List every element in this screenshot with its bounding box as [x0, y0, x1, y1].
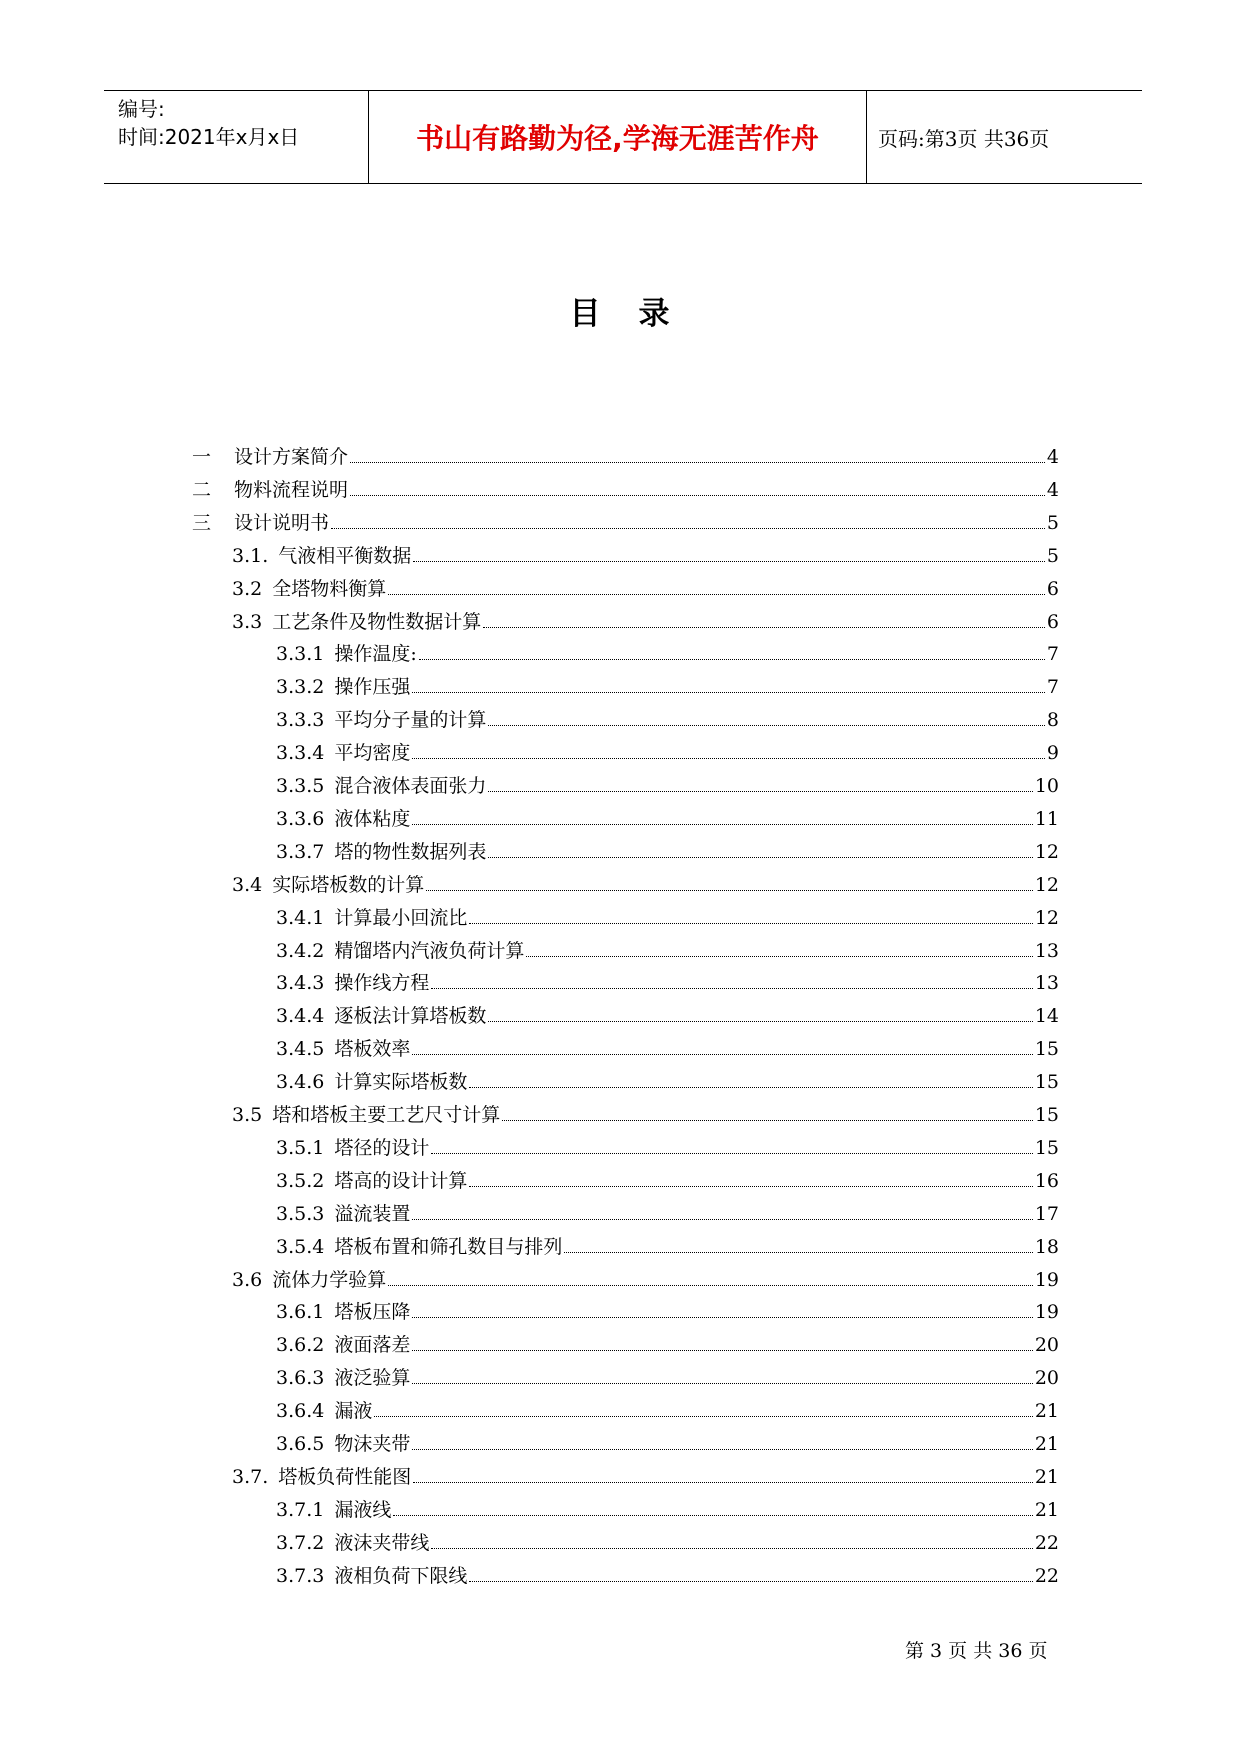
toc-dot-leader	[388, 1285, 1033, 1286]
toc-entry-number: 3.7.	[232, 1465, 269, 1488]
toc-dot-leader	[412, 824, 1032, 825]
toc-entry-title: 液体粘度	[334, 807, 411, 830]
toc-entry-number: 三	[192, 511, 212, 534]
toc-entry-page: 8	[1046, 709, 1059, 732]
toc-entry-title: 操作线方程	[334, 972, 430, 995]
toc-dot-leader	[431, 1548, 1032, 1549]
toc-entry-title: 液相负荷下限线	[334, 1564, 468, 1587]
toc-entry-page: 15	[1034, 1071, 1059, 1094]
toc-entry-page: 17	[1034, 1202, 1059, 1225]
toc-entry[interactable]	[276, 837, 1059, 863]
toc-entry-page: 13	[1034, 939, 1059, 962]
toc-entry-page: 14	[1034, 1005, 1059, 1028]
toc-entry-page: 12	[1034, 840, 1059, 863]
toc-dot-leader	[488, 725, 1045, 726]
toc-entry-number: 3.5.2	[276, 1169, 325, 1192]
toc-entry-number: 3.6.1	[276, 1301, 325, 1324]
toc-entry[interactable]	[276, 1232, 1059, 1258]
toc-entry-title: 平均密度	[334, 742, 411, 765]
toc-entry-title: 液泛验算	[334, 1367, 411, 1390]
toc-dot-leader	[564, 1252, 1032, 1253]
toc-entry-title: 混合液体表面张力	[334, 775, 487, 797]
toc-entry-title: 塔板布置和筛孔数目与排列	[334, 1235, 563, 1258]
toc-entry-page: 16	[1034, 1169, 1059, 1192]
toc-entry[interactable]	[276, 1429, 1059, 1455]
toc-entry-number: 一	[192, 446, 212, 468]
toc-entry[interactable]	[276, 672, 1059, 698]
toc-entry-title: 精馏塔内汽液负荷计算	[334, 939, 525, 962]
toc-entry[interactable]	[232, 1462, 1059, 1488]
toc-dot-leader	[431, 988, 1032, 989]
toc-entry-title: 塔和塔板主要工艺尺寸计算	[272, 1104, 501, 1126]
toc-dot-leader	[426, 890, 1033, 891]
toc-dot-leader	[419, 659, 1045, 660]
toc-entry-page: 6	[1046, 577, 1059, 600]
toc-entry-title: 操作温度:	[334, 643, 417, 666]
toc-entry-title: 塔板效率	[334, 1038, 411, 1061]
toc-entry[interactable]	[232, 541, 1059, 567]
toc-entry[interactable]	[276, 1133, 1059, 1159]
toc-entry-page: 5	[1046, 511, 1059, 534]
toc-entry-title: 设计说明书	[234, 511, 330, 534]
toc-entry-page: 7	[1046, 676, 1059, 699]
toc-entry-number: 3.4.5	[276, 1038, 325, 1061]
toc-entry-number: 3.5.4	[276, 1235, 325, 1258]
toc-entry-page: 6	[1046, 610, 1059, 633]
toc-entry-page: 22	[1034, 1564, 1059, 1587]
toc-entry-title: 工艺条件及物性数据计算	[272, 610, 482, 633]
toc-entry-number: 3.7.2	[276, 1531, 325, 1554]
toc-entry-number: 3.7.1	[276, 1498, 325, 1521]
toc-entry-page: 20	[1034, 1367, 1059, 1390]
toc-entry[interactable]	[232, 607, 1059, 633]
toc-dot-leader	[350, 462, 1045, 463]
toc-entry-number: 3.7.3	[276, 1564, 325, 1587]
toc-entry[interactable]	[276, 804, 1059, 830]
toc-entry-number: 3.2	[232, 577, 263, 600]
toc-entry-number: 3.5	[232, 1104, 263, 1126]
toc-entry-number: 3.3.3	[276, 709, 325, 732]
toc-dot-leader	[488, 1021, 1032, 1022]
toc-dot-leader	[412, 1317, 1032, 1318]
toc-dot-leader	[412, 758, 1045, 759]
toc-entry-title: 实际塔板数的计算	[272, 873, 425, 896]
toc-entry-title: 溢流装置	[334, 1202, 411, 1225]
toc-entry[interactable]	[276, 738, 1059, 764]
toc-entry-title: 逐板法计算塔板数	[334, 1005, 487, 1028]
header-page-cell	[866, 91, 1142, 183]
toc-entry[interactable]	[276, 1528, 1059, 1554]
toc-entry[interactable]	[276, 771, 1059, 797]
toc-entry-number: 3.3.1	[276, 643, 325, 666]
toc-entry-title: 计算最小回流比	[334, 906, 468, 929]
toc-entry-number: 3.4.1	[276, 906, 325, 929]
toc-entry[interactable]	[192, 475, 1059, 501]
toc-entry-page: 21	[1034, 1400, 1059, 1423]
toc-dot-leader	[374, 1416, 1032, 1417]
toc-entry-title: 流体力学验算	[272, 1268, 387, 1291]
serial-label: 编号:	[118, 97, 165, 121]
toc-entry[interactable]	[276, 1034, 1059, 1060]
toc-entry-number: 3.4.6	[276, 1071, 325, 1094]
toc-entry-number: 二	[192, 478, 212, 501]
toc-entry-title: 平均分子量的计算	[334, 709, 487, 732]
toc-dot-leader	[526, 956, 1032, 957]
toc-dot-leader	[413, 1482, 1033, 1483]
toc-dot-leader	[469, 1087, 1032, 1088]
toc-entry[interactable]	[276, 1001, 1059, 1027]
header-motto-cell	[368, 91, 867, 183]
toc-entry-title: 物沫夹带	[334, 1433, 411, 1455]
toc-entry-page: 11	[1034, 807, 1059, 830]
toc-entry-page: 4	[1046, 478, 1059, 501]
toc-dot-leader	[431, 1153, 1032, 1154]
toc-entry-title: 塔的物性数据列表	[334, 840, 487, 863]
toc-dot-leader	[469, 1186, 1032, 1187]
toc-entry[interactable]	[232, 1265, 1059, 1291]
toc-entry-page: 21	[1034, 1433, 1059, 1455]
toc-entry-number: 3.6.3	[276, 1367, 325, 1390]
toc-entry[interactable]	[276, 1495, 1059, 1521]
toc-entry[interactable]	[276, 1199, 1059, 1225]
toc-entry[interactable]	[232, 870, 1059, 896]
toc-entry-title: 漏液线	[334, 1498, 392, 1521]
toc-entry-page: 15	[1034, 1104, 1059, 1126]
toc-entry-title: 漏液	[334, 1400, 373, 1423]
toc-dot-leader	[388, 594, 1045, 595]
toc-dot-leader	[412, 1054, 1032, 1055]
toc-entry-title: 操作压强	[334, 676, 411, 699]
toc-entry[interactable]	[232, 574, 1059, 600]
toc-entry-title: 塔径的设计	[334, 1136, 430, 1159]
toc-entry-number: 3.3.6	[276, 807, 325, 830]
toc-entry-number: 3.4.2	[276, 939, 325, 962]
toc-dot-leader	[488, 791, 1032, 792]
toc-entry[interactable]	[192, 442, 1059, 468]
toc-entry-number: 3.6.4	[276, 1400, 325, 1423]
toc-entry-page: 13	[1034, 972, 1059, 995]
toc-entry-page: 10	[1034, 775, 1059, 797]
time-label: 时间:2021年x月x日	[118, 125, 300, 149]
header-left-cell	[104, 91, 368, 183]
toc-entry-title: 物料流程说明	[234, 478, 349, 501]
toc-entry[interactable]	[276, 1561, 1059, 1587]
toc-entry-title: 设计方案简介	[234, 446, 349, 468]
toc-entry-page: 21	[1034, 1498, 1059, 1521]
toc-dot-leader	[350, 495, 1045, 496]
toc-entry-page: 15	[1034, 1136, 1059, 1159]
toc-entry-number: 3.6	[232, 1268, 263, 1291]
toc-entry[interactable]	[276, 639, 1059, 665]
title-char-2: 录	[638, 296, 672, 332]
toc-entry-page: 4	[1046, 446, 1059, 468]
toc-entry-page: 15	[1034, 1038, 1059, 1061]
toc-entry-title: 塔高的设计计算	[334, 1169, 468, 1192]
toc-entry-page: 7	[1046, 643, 1059, 666]
toc-entry-number: 3.3.2	[276, 676, 325, 699]
toc-dot-leader	[413, 561, 1045, 562]
toc-entry-title: 气液相平衡数据	[278, 544, 412, 567]
toc-entry-title: 液沫夹带线	[334, 1531, 430, 1554]
toc-entry-number: 3.3.4	[276, 742, 325, 765]
toc-entry-title: 计算实际塔板数	[334, 1071, 468, 1094]
toc-entry-page: 12	[1034, 873, 1059, 896]
toc-entry-number: 3.4.4	[276, 1005, 325, 1028]
toc-entry-number: 3.3.5	[276, 775, 325, 797]
toc-dot-leader	[412, 1383, 1032, 1384]
toc-dot-leader	[488, 857, 1032, 858]
toc-entry[interactable]	[276, 1297, 1059, 1323]
toc-dot-leader	[393, 1515, 1032, 1516]
toc-entry-number: 3.4.3	[276, 972, 325, 995]
page-footer: 第 3 页 共 36 页	[905, 1640, 1048, 1662]
toc-dot-leader	[469, 1581, 1032, 1582]
toc-entry-page: 12	[1034, 906, 1059, 929]
toc-dot-leader	[331, 528, 1045, 529]
toc-entry-number: 3.5.3	[276, 1202, 325, 1225]
toc-entry[interactable]	[276, 705, 1059, 731]
toc-entry[interactable]	[192, 508, 1059, 534]
toc-entry-page: 5	[1046, 544, 1059, 567]
toc-entry[interactable]	[276, 903, 1059, 929]
toc-entry[interactable]	[276, 1330, 1059, 1356]
motto-text: 书山有路勤为径,学海无涯苦作舟	[416, 122, 819, 155]
toc-dot-leader	[412, 1350, 1032, 1351]
toc-entry-number: 3.4	[232, 873, 263, 896]
toc-entry-page: 19	[1034, 1301, 1059, 1324]
toc-entry-number: 3.3.7	[276, 840, 325, 863]
toc-entry-title: 全塔物料衡算	[272, 577, 387, 600]
toc-entry[interactable]	[276, 1363, 1059, 1389]
toc-entry-page: 21	[1034, 1465, 1059, 1488]
toc-dot-leader	[502, 1120, 1033, 1121]
toc-entry-page: 20	[1034, 1334, 1059, 1357]
toc-dot-leader	[412, 1219, 1032, 1220]
toc-entry[interactable]	[232, 1100, 1059, 1126]
toc-entry-title: 液面落差	[334, 1334, 411, 1357]
toc-entry-number: 3.3	[232, 610, 263, 633]
toc-entry-page: 19	[1034, 1268, 1059, 1291]
toc-entry-number: 3.1.	[232, 544, 269, 567]
toc-dot-leader	[483, 627, 1045, 628]
toc-dot-leader	[412, 692, 1045, 693]
page-title	[0, 288, 1241, 333]
toc-entry-number: 3.6.5	[276, 1433, 325, 1455]
toc-entry-number: 3.6.2	[276, 1334, 325, 1357]
toc-dot-leader	[469, 923, 1032, 924]
toc-entry[interactable]	[276, 936, 1059, 962]
page-code: 页码:第3页 共36页	[878, 126, 1050, 151]
toc-entry-page: 18	[1034, 1235, 1059, 1258]
toc-entry[interactable]	[276, 1166, 1059, 1192]
page-header	[104, 90, 1142, 184]
toc-entry-title: 塔板负荷性能图	[278, 1465, 412, 1488]
toc-dot-leader	[412, 1449, 1032, 1450]
title-char-1: 目	[569, 296, 603, 332]
toc-entry[interactable]	[276, 968, 1059, 994]
toc-entry[interactable]	[276, 1067, 1059, 1093]
toc-entry-page: 9	[1046, 742, 1059, 765]
toc-entry[interactable]	[276, 1396, 1059, 1422]
toc-entry-page: 22	[1034, 1531, 1059, 1554]
toc-entry-title: 塔板压降	[334, 1301, 411, 1324]
toc-entry-number: 3.5.1	[276, 1136, 325, 1159]
